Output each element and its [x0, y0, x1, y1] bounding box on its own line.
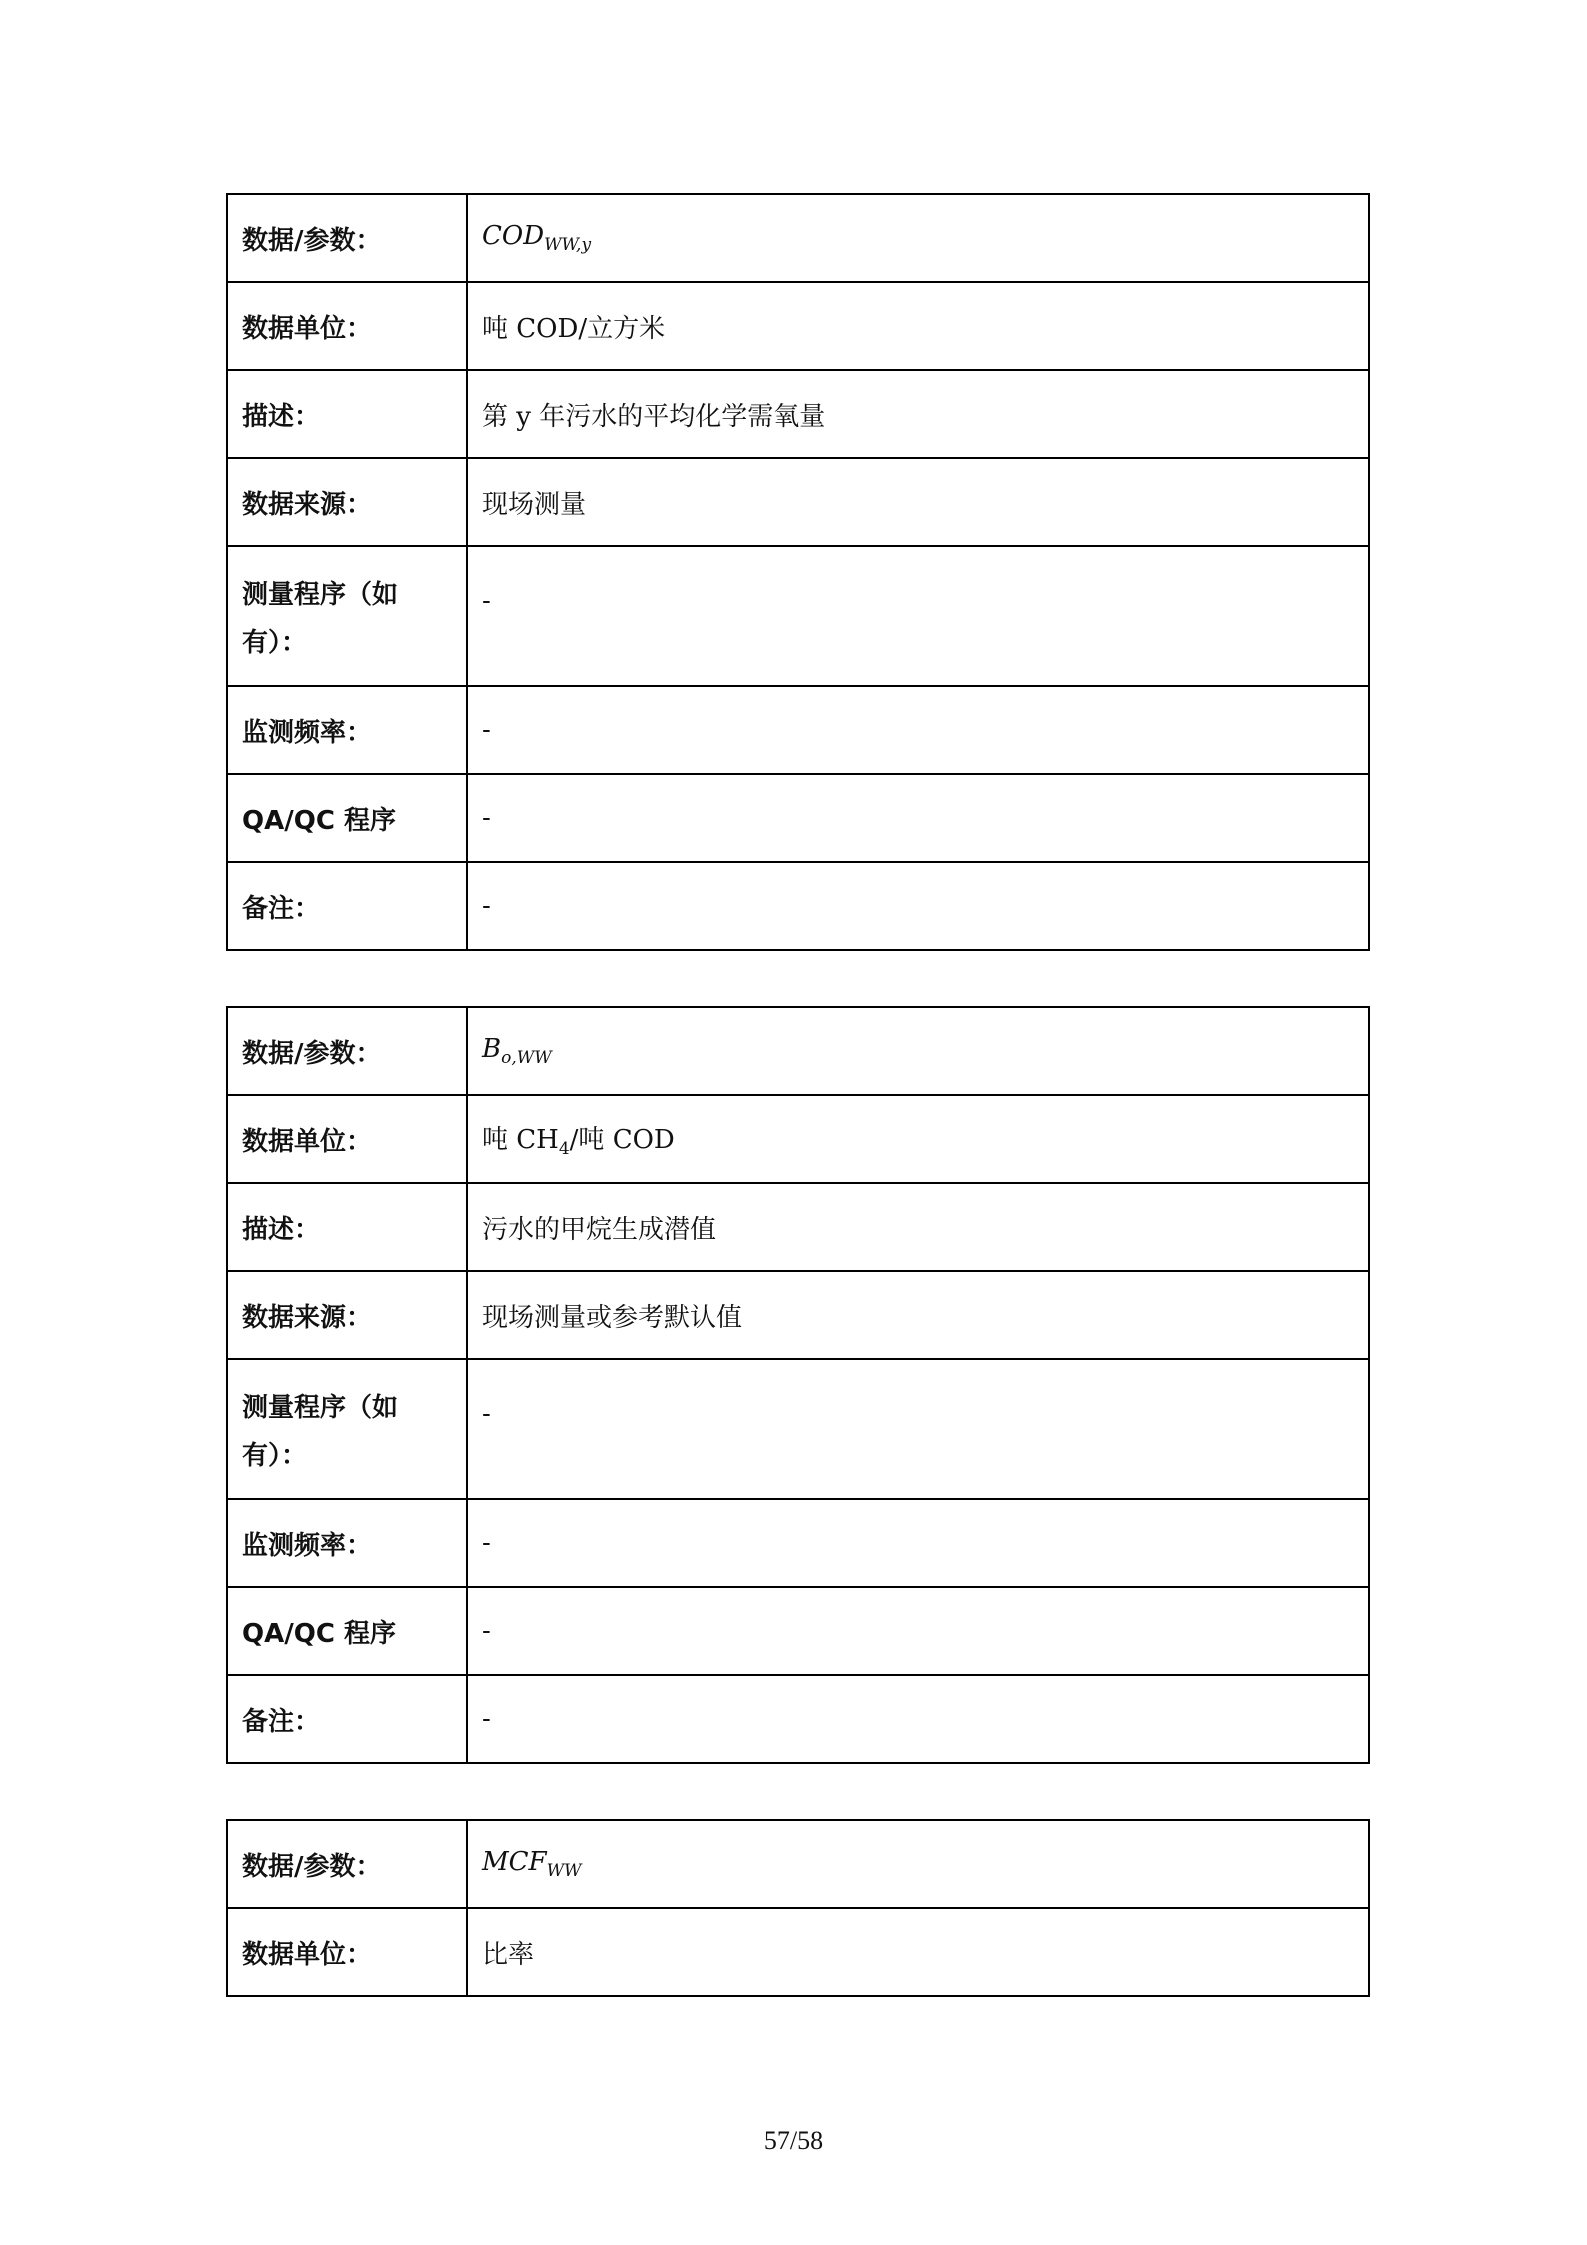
row-desc [227, 370, 1369, 458]
row-desc [227, 1183, 1369, 1271]
label-procedure: 测量程序（如有）： [227, 546, 467, 686]
label-param: 数据/参数： [227, 1820, 467, 1908]
row-unit [227, 1908, 1369, 1996]
param-symbol: $B_{o,WW}$ [482, 1033, 552, 1069]
value-frequency: - [467, 1499, 1369, 1587]
label-qaqc: QA/QC 程序 [227, 774, 467, 862]
label-source: 数据来源： [227, 458, 467, 546]
value-param [467, 194, 1369, 282]
parameter-table-cod [226, 193, 1370, 951]
row-note [227, 862, 1369, 950]
row-param [227, 194, 1369, 282]
row-source [227, 1271, 1369, 1359]
label-frequency: 监测频率： [227, 1499, 467, 1587]
value-procedure: - [467, 546, 1369, 686]
value-source: 现场测量或参考默认值 [467, 1271, 1369, 1359]
label-note: 备注： [227, 862, 467, 950]
label-desc: 描述： [227, 370, 467, 458]
row-note [227, 1675, 1369, 1763]
label-source: 数据来源： [227, 1271, 467, 1359]
label-unit: 数据单位： [227, 1908, 467, 1996]
page-number: 57/58 [763, 2126, 824, 2155]
value-param [467, 1820, 1369, 1908]
label-unit: 数据单位： [227, 282, 467, 370]
value-desc: 污水的甲烷生成潜值 [467, 1183, 1369, 1271]
row-param [227, 1820, 1369, 1908]
label-note: 备注： [227, 1675, 467, 1763]
row-qaqc [227, 1587, 1369, 1675]
row-source [227, 458, 1369, 546]
parameter-table-mcf [226, 1819, 1370, 1997]
label-param: 数据/参数： [227, 1007, 467, 1095]
value-note: - [467, 862, 1369, 950]
value-source: 现场测量 [467, 458, 1369, 546]
value-unit: 吨 COD/立方米 [467, 282, 1369, 370]
row-frequency [227, 686, 1369, 774]
row-param [227, 1007, 1369, 1095]
param-symbol: $COD_{WW,y}$ [482, 220, 592, 256]
value-note: - [467, 1675, 1369, 1763]
row-unit [227, 1095, 1369, 1183]
value-param [467, 1007, 1369, 1095]
param-symbol: $MCF_{WW}$ [482, 1846, 582, 1882]
value-unit: 吨 $CH_4/$吨 COD [467, 1095, 1369, 1183]
row-unit [227, 282, 1369, 370]
value-frequency: - [467, 686, 1369, 774]
value-qaqc: - [467, 774, 1369, 862]
label-desc: 描述： [227, 1183, 467, 1271]
value-procedure: - [467, 1359, 1369, 1499]
label-procedure: 测量程序（如有）： [227, 1359, 467, 1499]
row-qaqc [227, 774, 1369, 862]
value-unit: 比率 [467, 1908, 1369, 1996]
row-procedure [227, 546, 1369, 686]
label-frequency: 监测频率： [227, 686, 467, 774]
row-frequency [227, 1499, 1369, 1587]
value-desc: 第 y 年污水的平均化学需氧量 [467, 370, 1369, 458]
value-qaqc: - [467, 1587, 1369, 1675]
label-param: 数据/参数： [227, 194, 467, 282]
label-unit: 数据单位： [227, 1095, 467, 1183]
label-qaqc: QA/QC 程序 [227, 1587, 467, 1675]
row-procedure [227, 1359, 1369, 1499]
parameter-table-bo [226, 1006, 1370, 1764]
